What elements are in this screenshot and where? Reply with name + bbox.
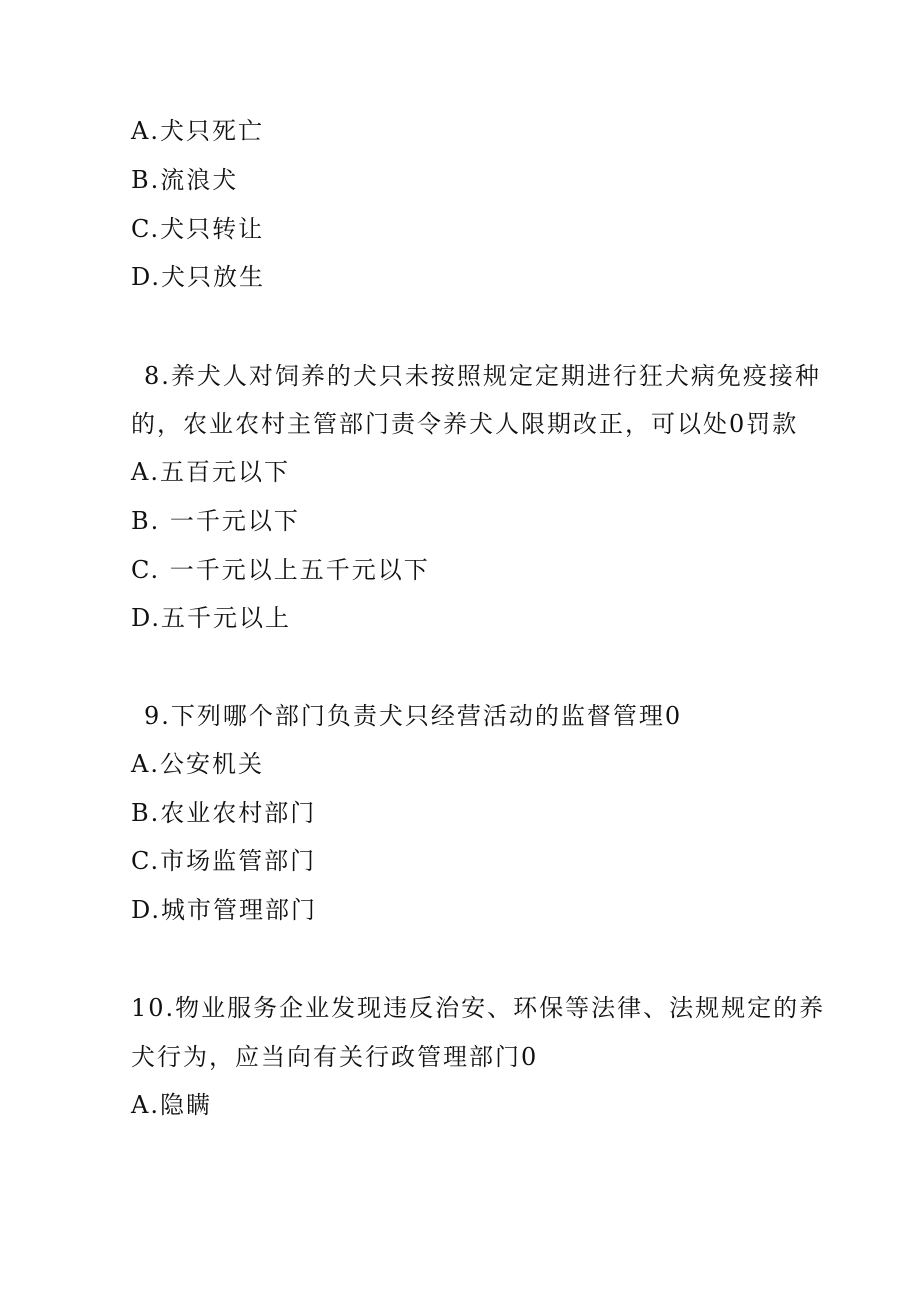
- question-8-line-2: 的，农业农村主管部门责令养犬人限期改正，可以处0罚款: [131, 410, 799, 438]
- question-10-line-2: 犬行为，应当向有关行政管理部门0: [131, 1043, 539, 1071]
- option-b: B.流浪犬: [131, 166, 239, 194]
- question-8-line-1: 8.养犬人对饲养的犬只未按照规定定期进行狂犬病免疫接种: [144, 362, 821, 390]
- question-9-option-a: A.公安机关: [131, 750, 264, 778]
- option-d: D.犬只放生: [131, 263, 266, 291]
- question-9-line-1: 9.下列哪个部门负责犬只经营活动的监督管理0: [144, 702, 683, 730]
- question-9-option-c: C.市场监管部门: [131, 847, 317, 875]
- question-8-option-c: C. 一千元以上五千元以下: [131, 556, 430, 584]
- question-9-option-d: D.城市管理部门: [131, 896, 318, 924]
- option-c: C.犬只转让: [131, 215, 265, 243]
- question-10-option-a: A.隐瞒: [131, 1091, 212, 1119]
- question-8-option-d: D.五千元以上: [131, 604, 292, 632]
- question-9-option-b: B.农业农村部门: [131, 799, 317, 827]
- option-a: A.犬只死亡: [131, 117, 264, 145]
- question-8-option-b: B. 一千元以下: [131, 507, 300, 535]
- question-10-line-1: 10.物业服务企业发现违反治安、环保等法律、法规规定的养: [131, 994, 826, 1022]
- question-8-option-a: A.五百元以下: [131, 458, 290, 486]
